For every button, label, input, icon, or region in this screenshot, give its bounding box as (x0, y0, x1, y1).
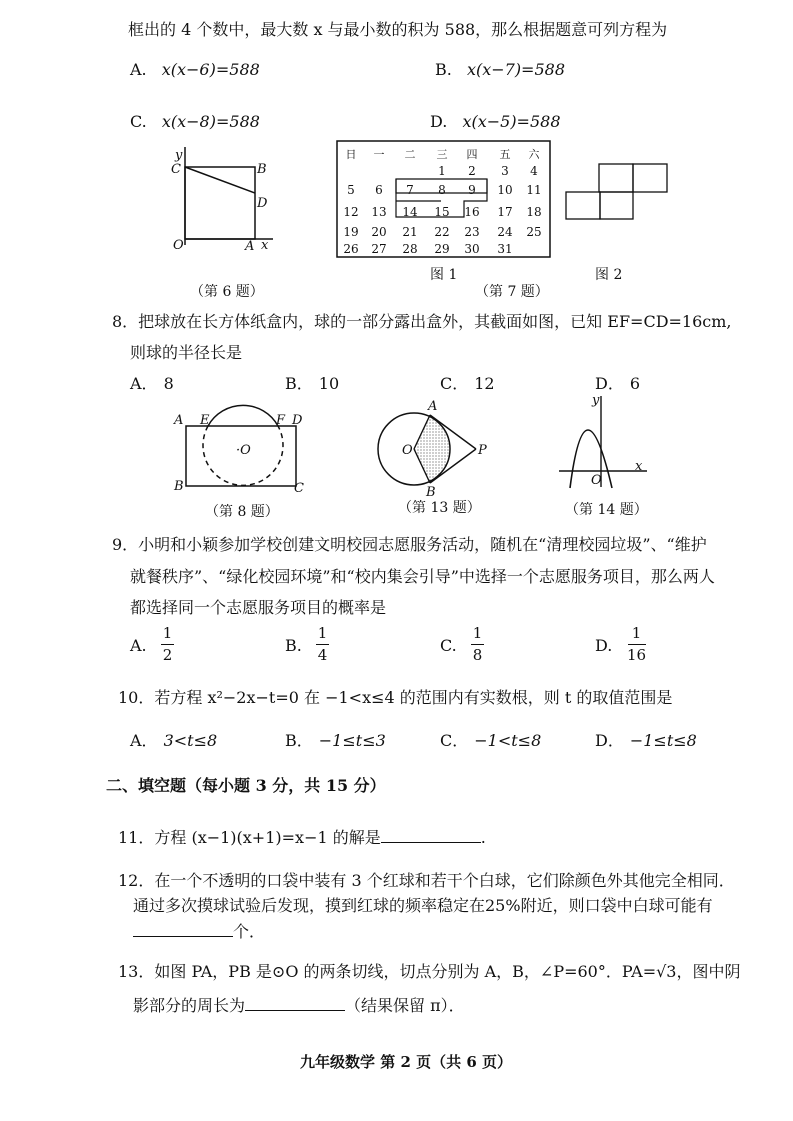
calendar-day: 8 (438, 183, 446, 197)
label-o: O (173, 238, 184, 253)
option-label: B． (285, 374, 313, 393)
q9-option-b-label[interactable]: B. (285, 636, 302, 655)
option-label: C． (440, 731, 469, 750)
option-text: 3<t≤8 (163, 731, 218, 750)
calendar-day: 29 (434, 242, 450, 256)
fig8-caption: （第 8 题） (205, 504, 279, 520)
q8-option-d[interactable] (595, 376, 640, 392)
label-a: A (174, 413, 184, 428)
figure-7-calendar (337, 141, 552, 259)
q9-option-c-label[interactable]: C. (440, 636, 457, 655)
calendar-day: 19 (343, 225, 359, 239)
calendar-day: 10 (497, 183, 513, 197)
label-y: y (592, 393, 600, 408)
q10-option-b[interactable] (285, 733, 386, 749)
numerator: 1 (317, 624, 328, 642)
option-text: 6 (629, 374, 641, 393)
option-text: −1≤t≤3 (318, 731, 386, 750)
calendar-day: 2 (468, 164, 476, 178)
calendar-day: 24 (497, 225, 513, 239)
calendar-day: 27 (371, 242, 387, 256)
q11-end: . (480, 828, 486, 847)
q7-option-c[interactable] (130, 114, 260, 130)
q9-option-a-label[interactable]: A. (130, 636, 147, 655)
numerator: 1 (472, 624, 483, 642)
calendar-day: 12 (343, 205, 359, 219)
figure-8 (172, 402, 312, 502)
weekday-6: 六 (528, 148, 540, 161)
q7-option-a[interactable] (130, 62, 260, 78)
label-x: x (261, 238, 269, 253)
fig6-caption: （第 6 题） (190, 284, 264, 300)
fig14-caption: （第 14 题） (565, 502, 648, 518)
q9-stem-1: 9．小明和小颖参加学校创建文明校园志愿服务活动，随机在“清理校园垃圾”、“维护 (112, 535, 707, 554)
option-text: −1<t≤8 (474, 731, 542, 750)
section-heading: 二、填空题（每小题 3 分，共 15 分） (106, 776, 386, 795)
weekday-1: 一 (373, 148, 385, 161)
calendar-day: 22 (434, 225, 450, 239)
q7-stem: 框出的 4 个数中，最大数 x 与最小数的积为 588，那么根据题意可列方程为 (128, 20, 668, 39)
calendar-day: 9 (468, 183, 476, 197)
q8-stem-1: 8．把球放在长方体纸盒内，球的一部分露出盒外，其截面如图，已知 EF=CD=16cm, (112, 312, 732, 331)
calendar-day: 30 (464, 242, 480, 256)
numerator: 1 (631, 624, 642, 642)
weekday-3: 三 (436, 148, 448, 161)
q9-option-d-fraction (627, 626, 646, 663)
q7-option-b[interactable] (435, 62, 565, 78)
calendar-day: 3 (501, 164, 509, 178)
figure-7-shape (565, 162, 675, 222)
calendar-day: 26 (343, 242, 359, 256)
calendar-day: 11 (526, 183, 542, 197)
label-p: P (478, 443, 487, 458)
label-c: C (171, 162, 181, 177)
calendar-day: 21 (402, 225, 418, 239)
option-text: x(x−8)=588 (161, 112, 260, 131)
calendar-day: 23 (464, 225, 480, 239)
q12-end: 个． (233, 922, 266, 941)
calendar-day: 4 (530, 164, 538, 178)
q10-option-a[interactable] (130, 733, 217, 749)
calendar-day: 20 (371, 225, 387, 239)
q13-end: （结果保留 π）． (345, 996, 465, 1015)
option-label: B. (435, 60, 452, 79)
calendar-day: 31 (497, 242, 513, 256)
figure-13 (372, 398, 492, 498)
option-label: C． (440, 374, 469, 393)
q10-stem: 10．若方程 x²−2x−t=0 在 −1<x≤4 的范围内有实数根，则 t 的取值范围是 (118, 688, 673, 707)
weekday-5: 五 (499, 148, 511, 161)
q10-option-c[interactable] (440, 733, 541, 749)
option-text: 8 (163, 374, 174, 393)
denominator: 8 (472, 646, 483, 664)
q11-stem: 11．方程 (x−1)(x+1)=x−1 的解是 (118, 828, 381, 847)
q11 (118, 830, 486, 846)
q8-stem-2: 则球的半径长是 (130, 343, 243, 362)
label-y: y (175, 148, 183, 163)
numerator: 1 (162, 624, 173, 642)
option-text: x(x−6)=588 (161, 60, 260, 79)
q9-option-c-fraction (471, 626, 484, 663)
label-b: B (426, 485, 436, 500)
q7-option-d[interactable] (430, 114, 561, 130)
q12-line-3 (133, 924, 265, 940)
option-text: 12 (474, 374, 495, 393)
page-footer: 九年级数学 第 2 页（共 6 页） (300, 1053, 512, 1071)
figure-14 (555, 392, 655, 492)
q12-line-1: 12．在一个不透明的口袋中装有 3 个红球和若干个白球，它们除颜色外其他完全相同． (118, 871, 735, 890)
label-o: ·O (236, 443, 251, 458)
denominator: 4 (317, 646, 328, 664)
option-label: D． (595, 374, 624, 393)
calendar-day: 15 (434, 205, 450, 219)
q11-answer-blank[interactable] (381, 842, 481, 843)
option-label: D． (595, 731, 624, 750)
calendar-day: 7 (406, 183, 414, 197)
figure-6 (165, 145, 275, 255)
q9-option-b-fraction (316, 626, 329, 663)
calendar-day: 25 (526, 225, 542, 239)
q13-stem: 影部分的周长为 (133, 996, 246, 1015)
calendar-day: 5 (347, 183, 355, 197)
weekday-4: 四 (466, 148, 478, 161)
q12-line-2: 通过多次摸球试验后发现，摸到红球的频率稳定在25%附近，则口袋中白球可能有 (133, 896, 713, 915)
weekday-0: 日 (345, 148, 357, 161)
calendar-day: 13 (371, 205, 387, 219)
q8-option-a[interactable] (130, 376, 174, 392)
label-o: O (402, 443, 413, 458)
option-label: C. (130, 112, 147, 131)
q8-option-b[interactable] (285, 376, 339, 392)
calendar-day: 16 (464, 205, 480, 219)
q8-option-c[interactable] (440, 376, 495, 392)
calendar-day: 28 (402, 242, 418, 256)
q9-stem-2: 就餐秩序”、“绿化校园环境”和“校内集会引导”中选择一个志愿服务项目，那么两人 (130, 567, 715, 586)
option-label: A. (130, 60, 147, 79)
label-e: E (200, 413, 210, 428)
label-c: C (294, 481, 304, 496)
fig7-sub1: 图 1 (430, 267, 458, 283)
option-label: A． (130, 731, 158, 750)
sphere-arc-top (208, 405, 278, 426)
label-d: D (292, 413, 303, 428)
q9-option-d-label[interactable]: D. (595, 636, 613, 655)
q12-answer-blank[interactable] (133, 936, 233, 937)
segment-cd (185, 167, 255, 193)
label-f: F (276, 413, 286, 428)
square-oabc (185, 167, 255, 239)
label-a: A (428, 399, 438, 414)
calendar-day: 18 (526, 205, 542, 219)
option-label: B． (285, 731, 313, 750)
q13-line-1: 13．如图 PA，PB 是⊙O 的两条切线，切点分别为 A，B，∠P=60°．PA=√3，图中阴 (118, 962, 741, 981)
calendar-day: 6 (375, 183, 383, 197)
q9-option-a-fraction (161, 626, 174, 663)
q13-answer-blank[interactable] (245, 1010, 345, 1011)
weekday-2: 二 (404, 148, 416, 161)
label-b: B (174, 479, 184, 494)
option-text: −1≤t≤8 (629, 731, 697, 750)
option-label: A． (130, 374, 158, 393)
label-o: O (591, 473, 602, 488)
q13-line-2 (133, 998, 465, 1014)
fig7-caption: （第 7 题） (475, 284, 549, 300)
q9-stem-3: 都选择同一个志愿服务项目的概率是 (130, 598, 387, 617)
calendar-day: 14 (402, 205, 418, 219)
option-label: D. (430, 112, 448, 131)
label-x: x (635, 459, 643, 474)
fig13-caption: （第 13 题） (398, 500, 481, 516)
denominator: 2 (162, 646, 173, 664)
option-text: 10 (318, 374, 340, 393)
label-d: D (257, 196, 268, 211)
option-text: x(x−5)=588 (462, 112, 561, 131)
fig7-sub2: 图 2 (595, 267, 623, 283)
denominator: 16 (627, 646, 647, 664)
label-a: A (245, 239, 255, 254)
q10-option-d[interactable] (595, 733, 697, 749)
label-b: B (257, 162, 267, 177)
calendar-day: 1 (438, 164, 446, 178)
calendar-day: 17 (497, 205, 513, 219)
option-text: x(x−7)=588 (466, 60, 565, 79)
